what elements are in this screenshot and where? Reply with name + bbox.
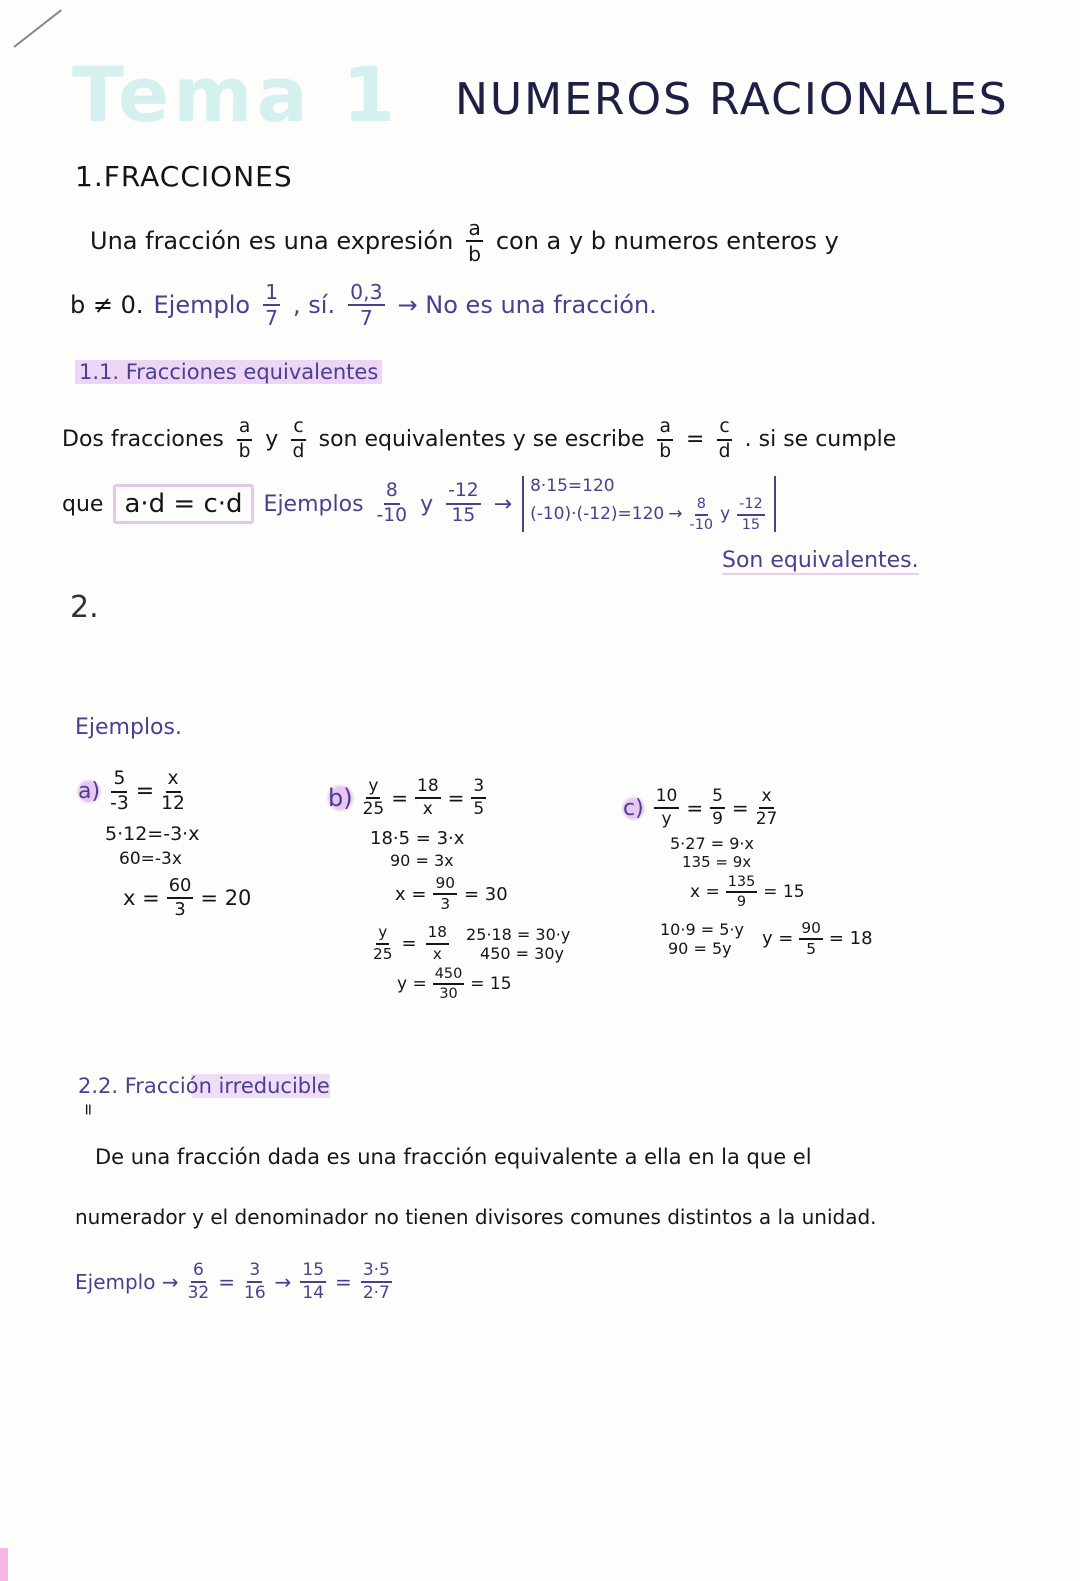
text: =	[731, 796, 749, 820]
text: = 30	[463, 883, 508, 905]
step: 5·27 = 9·x	[670, 834, 754, 853]
irreducible-example	[75, 1262, 395, 1302]
numerator: x	[759, 788, 773, 809]
text: = 15	[470, 974, 512, 995]
fraction	[726, 875, 758, 910]
section-heading-2-2	[78, 1074, 330, 1098]
denominator: y	[661, 809, 672, 829]
step: 450 = 30y	[480, 943, 564, 963]
text: b ≠ 0.	[70, 291, 144, 320]
example-label: Ejemplo →	[75, 1270, 179, 1294]
denominator: 7	[265, 306, 279, 331]
text: , sí.	[293, 291, 336, 320]
numerator: c	[717, 418, 731, 441]
fraction	[689, 497, 713, 532]
text: y	[420, 491, 434, 517]
example-label: a)	[75, 779, 103, 804]
fraction	[415, 778, 441, 818]
denominator: 30	[439, 986, 458, 1003]
denominator: 27	[755, 809, 778, 829]
numerator: x	[166, 770, 181, 793]
denominator: 14	[302, 1283, 325, 1303]
numerator: a	[466, 218, 483, 242]
fraction	[244, 1262, 266, 1302]
fraction	[377, 482, 408, 525]
step	[761, 918, 873, 958]
heading-text: 2.2. Fracción irreducible	[78, 1074, 330, 1098]
example-label: c)	[620, 796, 647, 821]
denominator: 32	[187, 1283, 210, 1303]
section-heading-2: 2.	[70, 590, 99, 625]
numerator: 6	[191, 1262, 206, 1283]
equivalence-line-2	[62, 476, 776, 532]
step: 10·9 = 5·y	[660, 919, 744, 939]
numerator: 0,3	[348, 282, 384, 306]
text: = 15	[763, 882, 805, 903]
denominator: d	[718, 440, 731, 462]
denominator: 5	[806, 939, 816, 958]
fraction	[361, 1262, 392, 1302]
denominator: 25	[373, 944, 393, 963]
example-label: Ejemplo	[153, 291, 251, 320]
text: Dos fracciones	[62, 427, 224, 453]
definition-line-2	[70, 282, 657, 329]
step: 135 = 9x	[682, 853, 752, 871]
text: (-10)·(-12)=120	[530, 504, 665, 525]
text: y =	[761, 928, 794, 950]
formula-box: a·d = c·d	[113, 484, 253, 524]
numerator: y	[366, 778, 380, 799]
fraction	[363, 778, 385, 818]
fraction	[161, 770, 185, 813]
numerator: 3	[247, 1262, 262, 1283]
numerator: a	[237, 418, 252, 441]
numerator: 90	[433, 876, 456, 895]
numerator: 3·5	[361, 1262, 392, 1283]
fraction	[654, 788, 680, 828]
conclusion: Son equivalentes.	[722, 548, 919, 573]
step: 90 = 5y	[668, 938, 732, 958]
text: que	[62, 491, 104, 517]
fraction	[717, 418, 731, 461]
calc-line	[530, 497, 768, 532]
numerator: -12	[737, 497, 765, 515]
text: x =	[123, 886, 160, 911]
steps	[660, 920, 744, 958]
calculation-bracket	[522, 476, 776, 532]
denominator: b	[238, 440, 251, 462]
fraction	[433, 967, 465, 1002]
fraction	[710, 788, 725, 828]
fraction	[737, 497, 765, 532]
numerator: 18	[415, 778, 441, 799]
fraction	[167, 877, 194, 919]
calc-line: 8·15=120	[530, 476, 615, 496]
text: → No es una fracción.	[397, 291, 657, 320]
numerator: 3	[471, 778, 486, 799]
text: = 20	[200, 886, 252, 911]
title-tema: Tema 1	[72, 50, 400, 139]
example-a	[75, 770, 251, 919]
denominator: -10	[376, 505, 408, 527]
text: =	[135, 779, 155, 805]
fraction	[263, 282, 280, 329]
denominator: b	[468, 242, 482, 267]
fraction	[373, 925, 392, 962]
heading-text: 1.1. Fracciones equivalentes	[75, 360, 382, 384]
text: y	[265, 427, 279, 453]
step	[395, 876, 570, 913]
text: y	[720, 504, 731, 525]
section-heading-1-1	[75, 360, 382, 384]
denominator: 15	[451, 505, 476, 527]
denominator: b	[659, 440, 672, 462]
section-heading-1: 1.FRACCIONES	[75, 160, 293, 193]
numerator: c	[291, 418, 305, 441]
equivalence-line-1	[62, 418, 896, 461]
pencil-mark	[13, 9, 62, 48]
step: 25·18 = 30·y	[466, 924, 571, 944]
example-b	[325, 778, 570, 1002]
fraction	[657, 418, 672, 461]
numerator: 60	[167, 877, 194, 899]
example-c	[620, 788, 873, 958]
denominator: 15	[741, 516, 761, 533]
fraction	[426, 925, 449, 962]
text: =	[335, 1270, 352, 1294]
numerator: y	[376, 925, 389, 944]
numerator: -12	[446, 482, 481, 505]
step	[660, 920, 873, 958]
fraction	[799, 918, 822, 958]
text: x =	[690, 882, 720, 903]
text: =	[447, 786, 465, 810]
numerator: 90	[799, 921, 822, 940]
step: 60=-3x	[119, 849, 182, 870]
examples-heading: Ejemplos.	[75, 715, 182, 740]
text: x =	[395, 883, 427, 905]
fraction	[291, 418, 305, 461]
step	[397, 967, 570, 1002]
numerator: 1	[263, 282, 280, 306]
step: 18·5 = 3·x	[370, 828, 465, 849]
page-title: NUMEROS RACIONALES	[455, 74, 1009, 125]
numerator: a	[657, 418, 672, 441]
denominator: 25	[362, 799, 385, 819]
denominator: 9	[736, 894, 747, 911]
step	[690, 875, 873, 910]
denominator: 12	[161, 792, 185, 814]
denominator: -3	[110, 792, 129, 814]
fraction	[300, 1262, 326, 1302]
numerator: 18	[426, 925, 449, 944]
denominator: 2·7	[362, 1283, 390, 1303]
fraction	[433, 876, 456, 913]
arrow: →	[493, 491, 513, 517]
example-label: b)	[325, 784, 356, 812]
denominator: x	[422, 799, 433, 819]
fraction	[110, 770, 129, 813]
fraction	[756, 788, 778, 828]
arrow: →	[668, 504, 683, 525]
text: = 18	[828, 928, 873, 950]
fraction	[471, 778, 486, 818]
text: son equivalentes y se escribe	[318, 427, 645, 453]
denominator: 9	[712, 809, 723, 829]
numerator: 15	[300, 1262, 326, 1283]
text: =	[218, 1270, 235, 1294]
equals-mark: =	[79, 1102, 99, 1117]
denominator: d	[292, 440, 305, 462]
text: Una fracción es una expresión	[90, 227, 454, 256]
arrow: →	[274, 1270, 292, 1294]
text: =	[401, 933, 417, 955]
definition-line-1	[90, 218, 839, 265]
denominator: 3	[174, 899, 186, 921]
denominator: 5	[473, 799, 485, 819]
denominator: 3	[440, 895, 451, 914]
text: =	[391, 786, 409, 810]
numerator: 10	[654, 788, 680, 809]
text: =	[685, 427, 705, 453]
numerator: 5	[111, 770, 127, 793]
fraction	[466, 218, 483, 265]
denominator: -10	[689, 516, 714, 533]
numerator: 8	[695, 497, 708, 515]
denominator: 16	[244, 1283, 266, 1303]
denominator: x	[432, 944, 442, 963]
step	[123, 877, 251, 919]
text: con a y b numeros enteros y	[495, 227, 839, 256]
steps	[466, 925, 570, 963]
step: 90 = 3x	[390, 851, 454, 870]
text: . si se cumple	[744, 427, 897, 453]
fraction	[348, 282, 384, 329]
numerator: 5	[710, 788, 725, 809]
step: 5·12=-3·x	[105, 823, 200, 846]
fraction	[446, 482, 481, 525]
numerator: 135	[726, 875, 758, 893]
step	[370, 925, 570, 963]
definition-line-1: De una fracción dada es una fracción equivalente a ella en la que el	[95, 1145, 812, 1169]
text: y =	[397, 974, 427, 995]
example-label: Ejemplos	[263, 491, 364, 517]
numerator: 450	[433, 967, 465, 985]
denominator: 7	[359, 306, 373, 331]
fraction	[188, 1262, 210, 1302]
fraction	[237, 418, 252, 461]
definition-line-2: numerador y el denominador no tienen divisores comunes distintos a la unidad.	[75, 1205, 877, 1229]
text: =	[686, 796, 704, 820]
numerator: 8	[384, 482, 400, 505]
page-edge-mark	[0, 1548, 8, 1581]
